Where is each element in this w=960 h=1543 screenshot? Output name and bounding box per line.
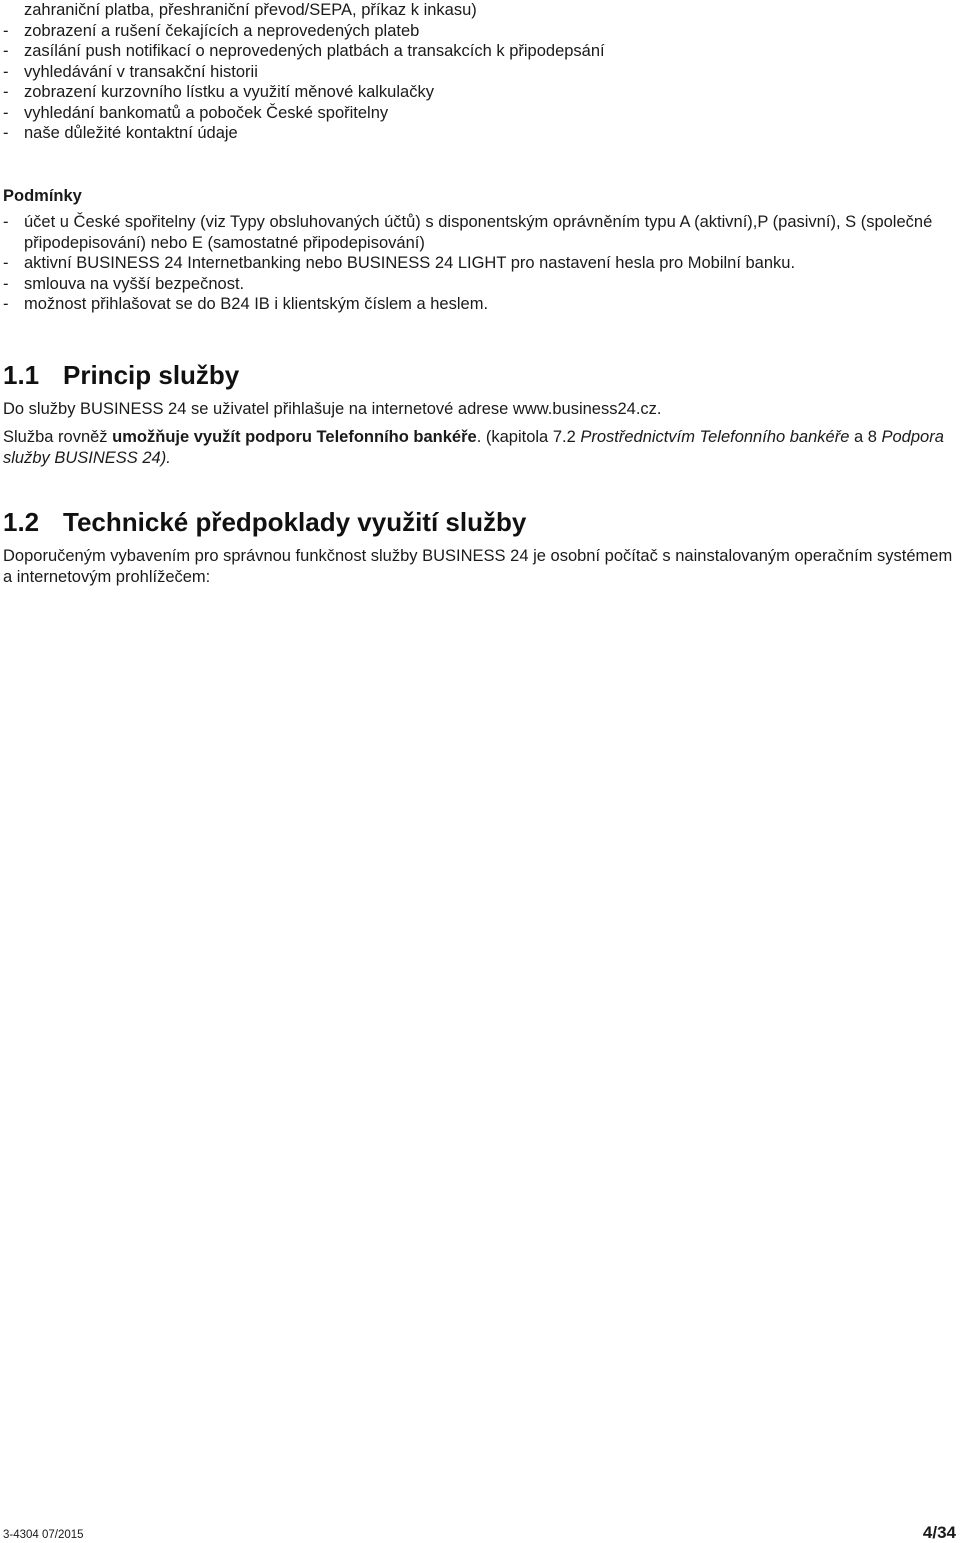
- list-item-continuation: zahraniční platba, přeshraniční převod/SEPA, příkaz k inkasu): [24, 1, 477, 19]
- paragraph: Služba rovněž umožňuje využít podporu Telefonního bankéře. (kapitola 7.2 Prostřednictvím Telefonního bankéře a 8 Podpora služby BUSINESS 24).: [3, 428, 944, 467]
- list-item: - vyhledávání v transakční historii: [3, 62, 258, 81]
- list-item: - vyhledání bankomatů a poboček České spořitelny: [3, 103, 389, 122]
- list-item: - možnost přihlašovat se do B24 IB i klientským číslem a heslem.: [3, 295, 489, 313]
- conditions-heading: Podmínky: [3, 186, 82, 205]
- section-title: Princip služby: [63, 359, 240, 390]
- paragraph: Do služby BUSINESS 24 se uživatel přihlašuje na internetové adrese www.business24.cz.: [3, 399, 662, 418]
- list-item: - zasílání push notifikací o neprovedených platbách a transakcích k připodepsání: [3, 42, 605, 60]
- paragraph: Doporučeným vybavením pro správnou funkčnost služby BUSINESS 24 je osobní počítač s nainstalovaným operačním systémem a internetovým prohlížečem:: [3, 547, 953, 586]
- document-page: [3, 0, 955, 587]
- section-number: 1.1: [3, 359, 40, 390]
- list-item: - zobrazení a rušení čekajících a neprovedených plateb: [3, 21, 420, 40]
- conditions-list: [3, 212, 955, 315]
- list-item: - smlouva na vyšší bezpečnost.: [3, 274, 245, 293]
- list-item: - účet u České spořitelny (viz Typy obsluhovaných účtů) s disponentským oprávněním typu A (aktivní),P (pasivní), S (společné připodepisování) nebo E (samostatné připodepisování): [3, 213, 933, 252]
- section-number: 1.2: [3, 507, 40, 537]
- section-heading-1-1: [3, 359, 955, 391]
- page-number: 4/34: [922, 1523, 956, 1542]
- feature-list: [3, 0, 955, 144]
- list-item: - naše důležité kontaktní údaje: [3, 124, 238, 142]
- section-title: Technické předpoklady využití služby: [63, 507, 527, 537]
- section-heading-1-2: [3, 506, 955, 538]
- list-item: - zobrazení kurzovního lístku a využití měnové kalkulačky: [3, 83, 434, 101]
- document-code: 3-4304 07/2015: [3, 1529, 84, 1541]
- list-item: - aktivní BUSINESS 24 Internetbanking nebo BUSINESS 24 LIGHT pro nastavení hesla pro Mobilní banku.: [3, 254, 796, 272]
